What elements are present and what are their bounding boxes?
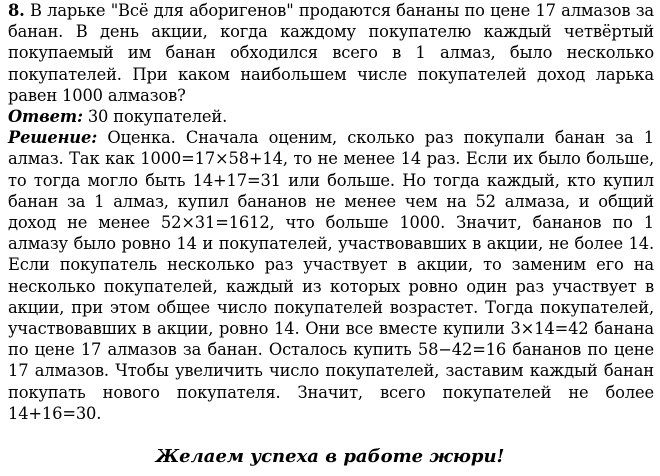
solution-paragraph xyxy=(8,127,654,424)
answer-label: Ответ: xyxy=(8,107,83,127)
solution-text: Оценка. Сначала оценим, сколько раз покупали банан за 1 алмаз. Так как 1000=17×58+14, то не менее 14 раз. Если их было больше, то тогда могло быть 14+17=31 или больше. Но тогда каждый, кто купил банан за 1 алмаз, купил бананов не менее чем на 52 алмаза, и общий доход не менее 52×31=1612, что больше 1000. Значит, бананов по 1 алмазу было ровно 14 и покупателей, участвовавших в акции, не более 14. Если покупатель несколько раз участвует в акции, то заменим его на несколько покупателей, каждый из которых ровно один раз участвует в акции, при этом общее число покупателей возрастет. Тогда покупателей, участвовавших в акции, ровно 14. Они все вместе купили 3×14=42 банана по цене 17 алмазов за банан. Осталось купить 58−42=16 бананов по цене 17 алмазов. Чтобы увеличить число покупателей, заставим каждый банан покупать нового покупателя. Значит, всего покупателей не более 14+16=30. xyxy=(8,128,654,423)
answer-text: 30 покупателей. xyxy=(87,107,228,127)
problem-statement xyxy=(8,0,654,106)
closing-wish: Желаем успеха в работе жюри! xyxy=(155,446,505,467)
answer-line xyxy=(8,106,654,127)
document-page xyxy=(8,0,654,424)
problem-number: 8. xyxy=(8,1,25,20)
problem-text: В ларьке "Всё для аборигенов" продаются бананы по цене 17 алмазов за банан. В день акции, когда каждому покупателю каждый четвёртый покупаемый им банан обходился всего в 1 алмаз, было несколько покупателей. При каком наибольшем числе покупателей доход ларька равен 1000 алмазов? xyxy=(8,1,654,105)
solution-label: Решение: xyxy=(8,128,98,148)
